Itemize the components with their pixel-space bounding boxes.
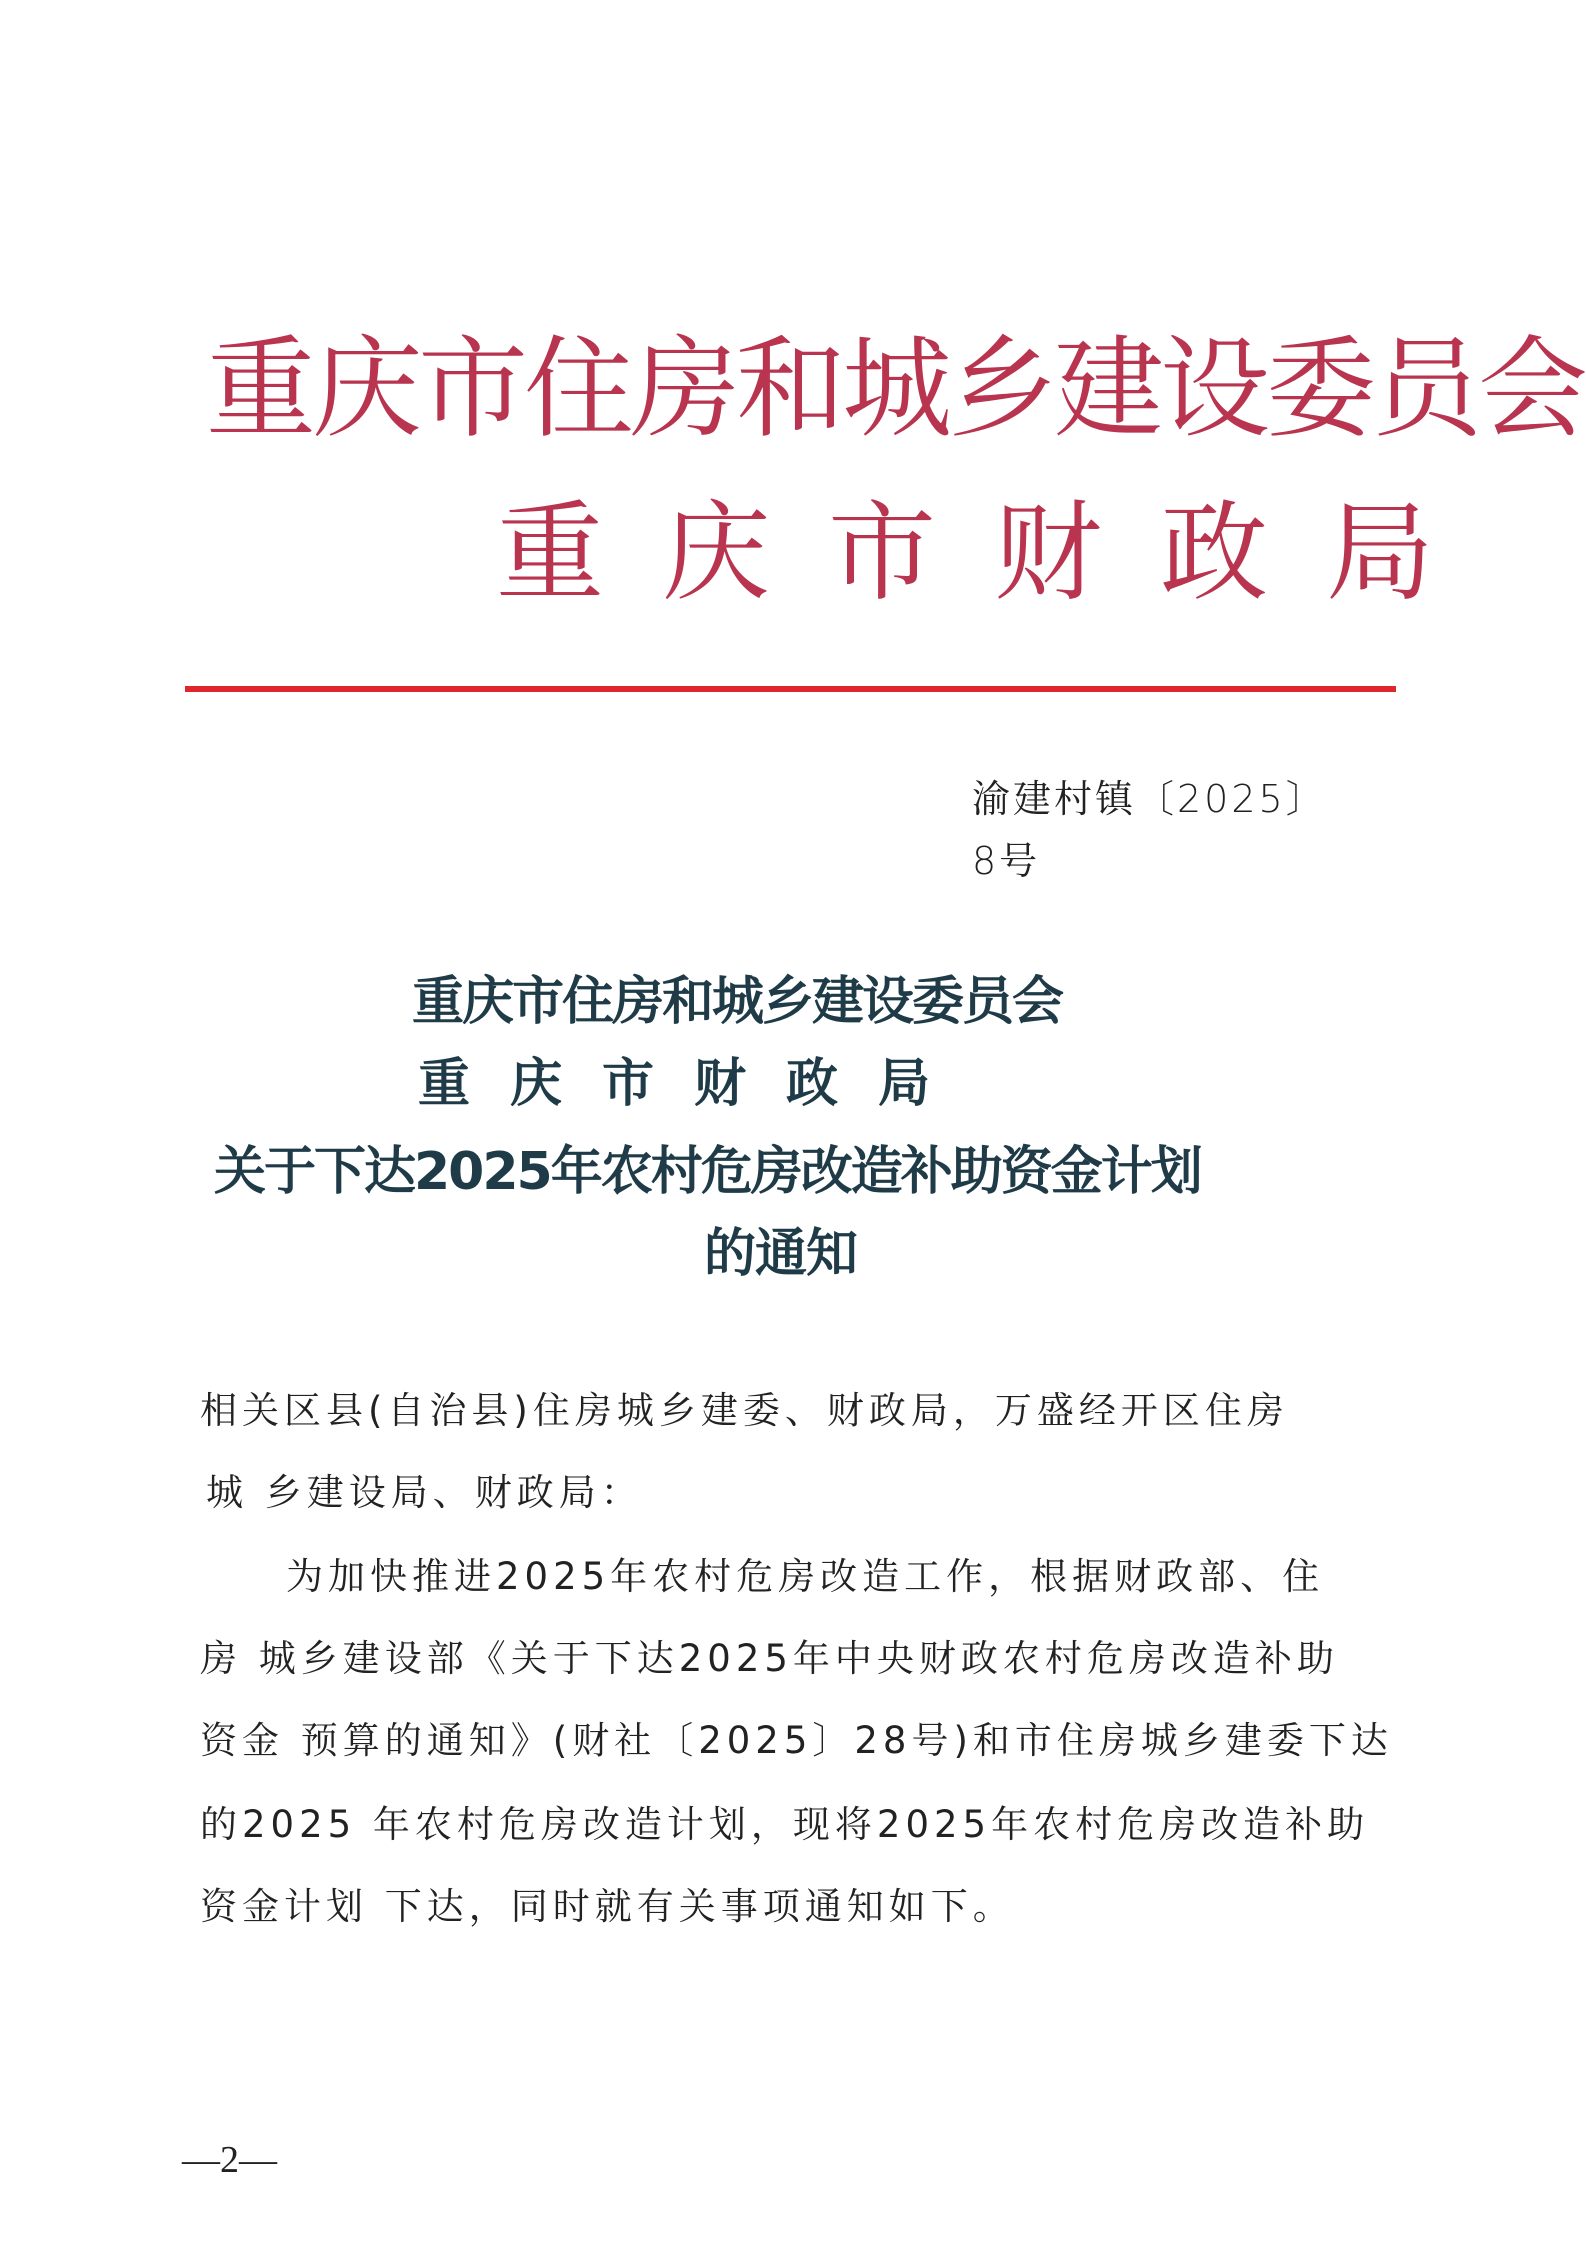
body-line-3: 为加快推进2025年农村危房改造工作，根据财政部、住 [286, 1555, 1325, 1598]
title-issuer-1: 重庆市住房和城乡建设委员会 [412, 972, 1063, 1032]
body-line-1: 相关区县(自治县)住房城乡建委、财政局，万盛经开区住房 [200, 1389, 1289, 1432]
letterhead-issuer-1: 重庆市住房和城乡建设委员会 [206, 325, 1584, 453]
body-line-2: 城 乡建设局、财政局： [206, 1471, 643, 1514]
title-subject: 关于下达2025年农村危房改造补助资金计划 [214, 1142, 1201, 1202]
body-line-4: 房 城乡建设部《关于下达2025年中央财政农村危房改造补助 [200, 1637, 1339, 1680]
letterhead-issuer-2: 重庆市财政局 [496, 491, 1493, 616]
body-line-7: 资金计划 下达，同时就有关事项通知如下。 [200, 1885, 1015, 1928]
title-suffix: 的通知 [704, 1224, 858, 1284]
body-line-5: 资金 预算的通知》(财社〔2025〕28号)和市住房城乡建委下达 [200, 1719, 1393, 1762]
body-line-6: 的2025 年农村危房改造计划，现将2025年农村危房改造补助 [200, 1803, 1370, 1846]
page-number: —2— [182, 2139, 277, 2181]
letterhead-red-rule [185, 686, 1396, 692]
document-number: 渝建村镇〔2025〕8号 [972, 777, 1327, 883]
title-issuer-2: 重庆市财政局 [418, 1054, 971, 1114]
